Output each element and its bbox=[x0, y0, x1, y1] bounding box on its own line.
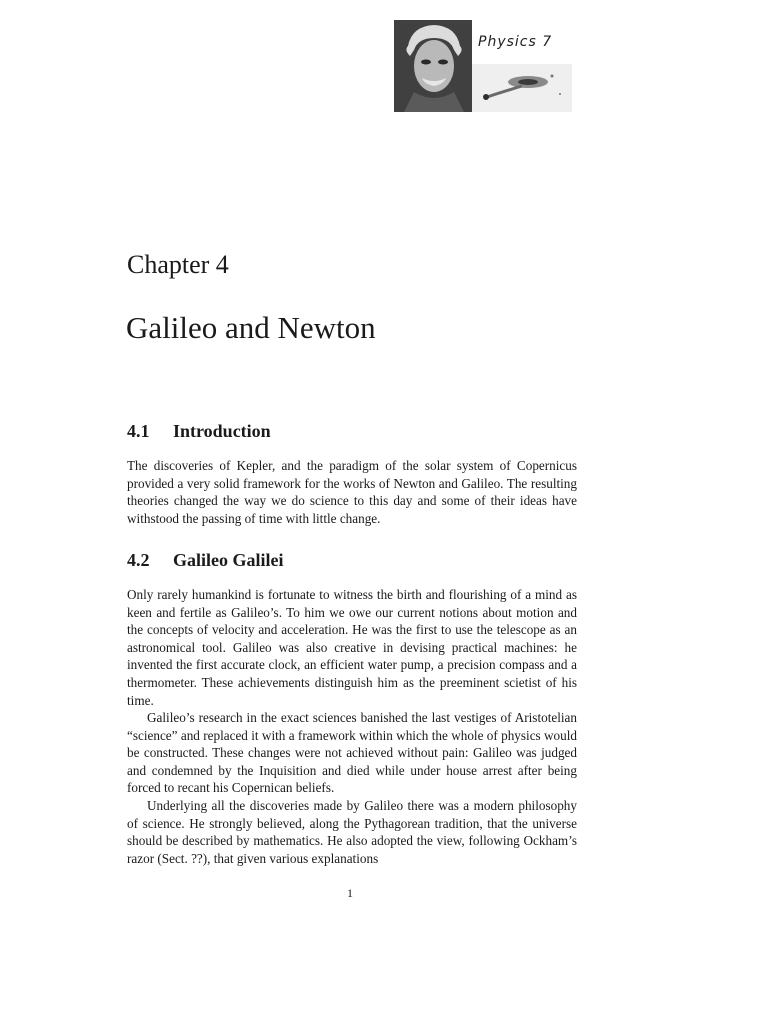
chapter-label: Chapter 4 bbox=[127, 250, 229, 279]
paragraph-introduction: The discoveries of Kepler, and the paradigm of the solar system of Copernicus provided a very solid framework for the works of Newton and Galileo. The resulting theories changed the way we do science to this day and some of their ideas have withstood the passing of time with little change. bbox=[127, 458, 577, 526]
banner-title: Physics 7 bbox=[478, 34, 553, 50]
page-number: 1 bbox=[347, 886, 353, 900]
paragraph-galileo-3: Underlying all the discoveries made by Galileo there was a modern philosophy of science. He strongly believed, along the Pythagorean tradition, that the universe should be described by mathematics. He also adopted the view, following Ockham’s razor (Sect. ??), that given various explanations bbox=[127, 798, 577, 866]
paragraph-galileo-2: Galileo’s research in the exact sciences banished the last vestiges of Aristotelian “science” and replaced it with a framework within which the whole of physics would be constructed. These changes were not achieved without pain: Galileo was judged and condemned by the Inquisition and died while under house arrest after being forced to recant his Copernican beliefs. bbox=[127, 710, 577, 796]
galaxy-graphic bbox=[472, 64, 572, 112]
section-number: 4.1 bbox=[127, 421, 150, 441]
banner-galaxy-image bbox=[472, 64, 572, 112]
portrait-photo bbox=[394, 20, 472, 112]
section-heading-introduction bbox=[127, 421, 271, 442]
portrait-photo-graphic bbox=[394, 20, 472, 112]
header-banner bbox=[394, 20, 572, 112]
chapter-title: Galileo and Newton bbox=[126, 310, 376, 345]
section-number: 4.2 bbox=[127, 550, 150, 570]
paragraph-galileo-1: Only rarely humankind is fortunate to witness the birth and flourishing of a mind as keen and fertile as Galileo’s. To him we owe our current notions about motion and the concepts of velocity and acceleration. He was the first to use the telescope as an astronomical tool. Galileo was also creative in devising practical machines: he invented the first accurate clock, an efficient water pump, a precision compass and a thermometer. These achievements distinguish him as the preeminent scietist of his time. bbox=[127, 587, 577, 708]
section-title: Introduction bbox=[173, 421, 271, 441]
banner-title-strip bbox=[472, 20, 572, 64]
section-title: Galileo Galilei bbox=[173, 550, 284, 570]
section-heading-galileo bbox=[127, 550, 284, 571]
